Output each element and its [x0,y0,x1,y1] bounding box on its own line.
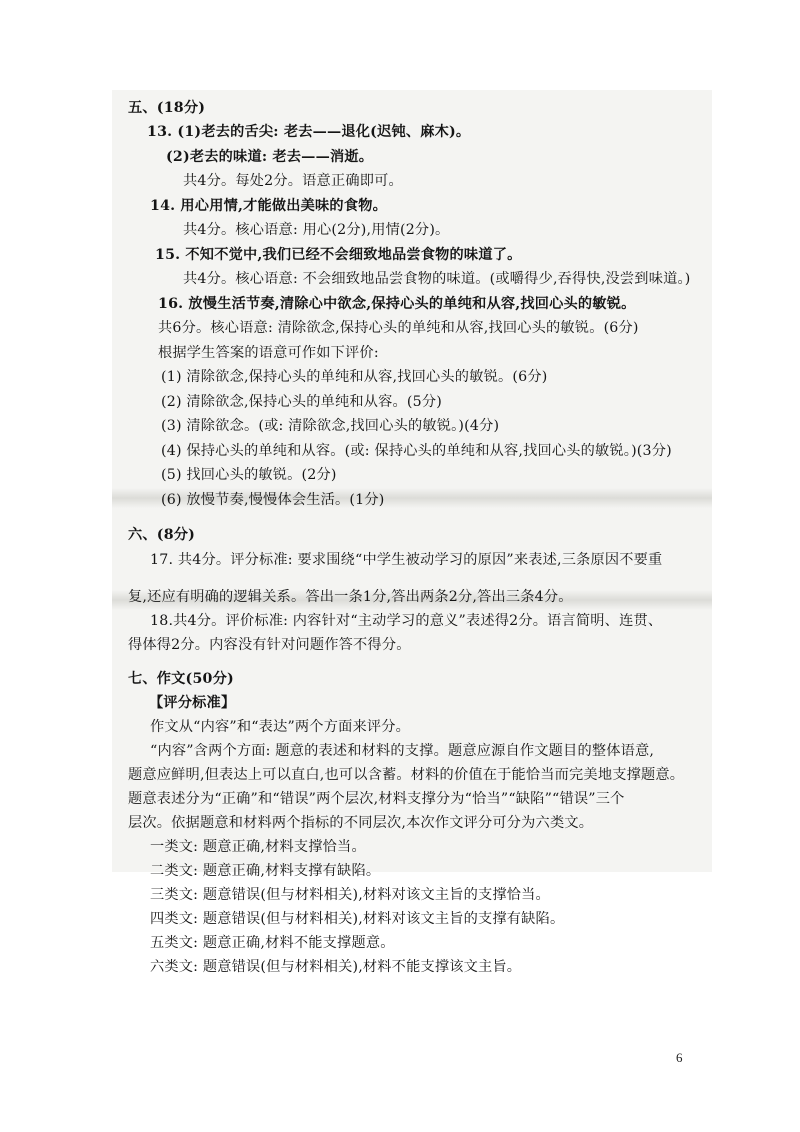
essay-class-item: 四类文: 题意错误(但与材料相关),材料对该文主旨的支撑有缺陷。 [150,911,565,927]
q18-answer-line1: 18.共4分。评价标准: 内容针对“主动学习的意义”表述得2分。语言简明、连贯、 [150,613,663,629]
criteria-title: 【评分标准】 [149,695,236,711]
q15-answer: 15. 不知不觉中,我们已经不会细致地品尝食物的味道了。 [155,247,522,263]
page-number: 6 [676,1050,683,1065]
essay-class-item: 三类文: 题意错误(但与材料相关),材料对该文主旨的支撑恰当。 [150,887,550,903]
section-7-header: 七、作文(50分) [128,671,234,687]
section-5-header: 五、(18分) [128,100,206,116]
q15-score: 共4分。核心语意: 不会细致地品尝食物的味道。(或嚼得少,吞得快,没尝到味道。) [183,271,691,287]
essay-class-item: 五类文: 题意正确,材料不能支撑题意。 [150,935,395,951]
q13-score: 共4分。每处2分。语意正确即可。 [183,173,403,189]
essay-paragraph-line: 题意应鲜明,但表达上可以直白,也可以含蓄。材料的价值在于能恰当而完美地支撑题意。 [128,767,685,783]
essay-intro: 作文从“内容”和“表达”两个方面来评分。 [150,719,411,735]
essay-paragraph-line: 层次。依据题意和材料两个指标的不同层次,本次作文评分可分为六类文。 [128,815,594,831]
q17-answer-line1: 17. 共4分。评分标准: 要求围绕“中学生被动学习的原因”来表述,三条原因不要重 [150,552,663,568]
essay-class-item: 一类文: 题意正确,材料支撑恰当。 [150,839,366,855]
q16-grade-item: (5) 找回心头的敏锐。(2分) [161,467,337,483]
essay-paragraph-line: “内容”含两个方面: 题意的表述和材料的支撑。题意应源自作文题目的整体语意, [150,743,655,759]
q16-score: 共6分。核心语意: 清除欲念,保持心头的单纯和从容,找回心头的敏锐。(6分) [158,320,639,336]
q16-grade-item: (1) 清除欲念,保持心头的单纯和从容,找回心头的敏锐。(6分) [161,369,548,385]
q16-grade-item: (6) 放慢节奏,慢慢体会生活。(1分) [161,492,385,508]
essay-class-item: 二类文: 题意正确,材料支撑有缺陷。 [150,863,381,879]
section-6-header: 六、(8分) [128,527,196,543]
essay-class-item: 六类文: 题意错误(但与材料相关),材料不能支撑该文主旨。 [150,959,522,975]
essay-paragraph-line: 题意表述分为“正确”和“错误”两个层次,材料支撑分为“恰当”“缺陷”“错误”三个 [128,791,625,807]
q16-note: 根据学生答案的语意可作如下评价: [158,345,379,361]
q16-answer: 16. 放慢生活节奏,清除心中欲念,保持心头的单纯和从容,找回心头的敏锐。 [158,296,636,312]
q13-answer-2: (2)老去的味道: 老去——消逝。 [166,149,374,165]
q18-answer-line2: 得体得2分。内容没有针对问题作答不得分。 [128,637,411,653]
q17-answer-line2: 复,还应有明确的逻辑关系。答出一条1分,答出两条2分,答出三条4分。 [128,589,573,605]
q16-grade-item: (3) 清除欲念。(或: 清除欲念,找回心头的敏锐。)(4分) [161,418,500,434]
q14-answer: 14. 用心用情,才能做出美味的食物。 [150,198,387,214]
q16-grade-item: (2) 清除欲念,保持心头的单纯和从容。(5分) [161,394,443,410]
q16-grade-item: (4) 保持心头的单纯和从容。(或: 保持心头的单纯和从容,找回心头的敏锐。)(3分) [161,443,672,459]
q13-answer-1: 13. (1)老去的舌尖: 老去——退化(迟钝、麻木)。 [147,124,471,140]
q14-score: 共4分。核心语意: 用心(2分),用情(2分)。 [183,222,450,238]
